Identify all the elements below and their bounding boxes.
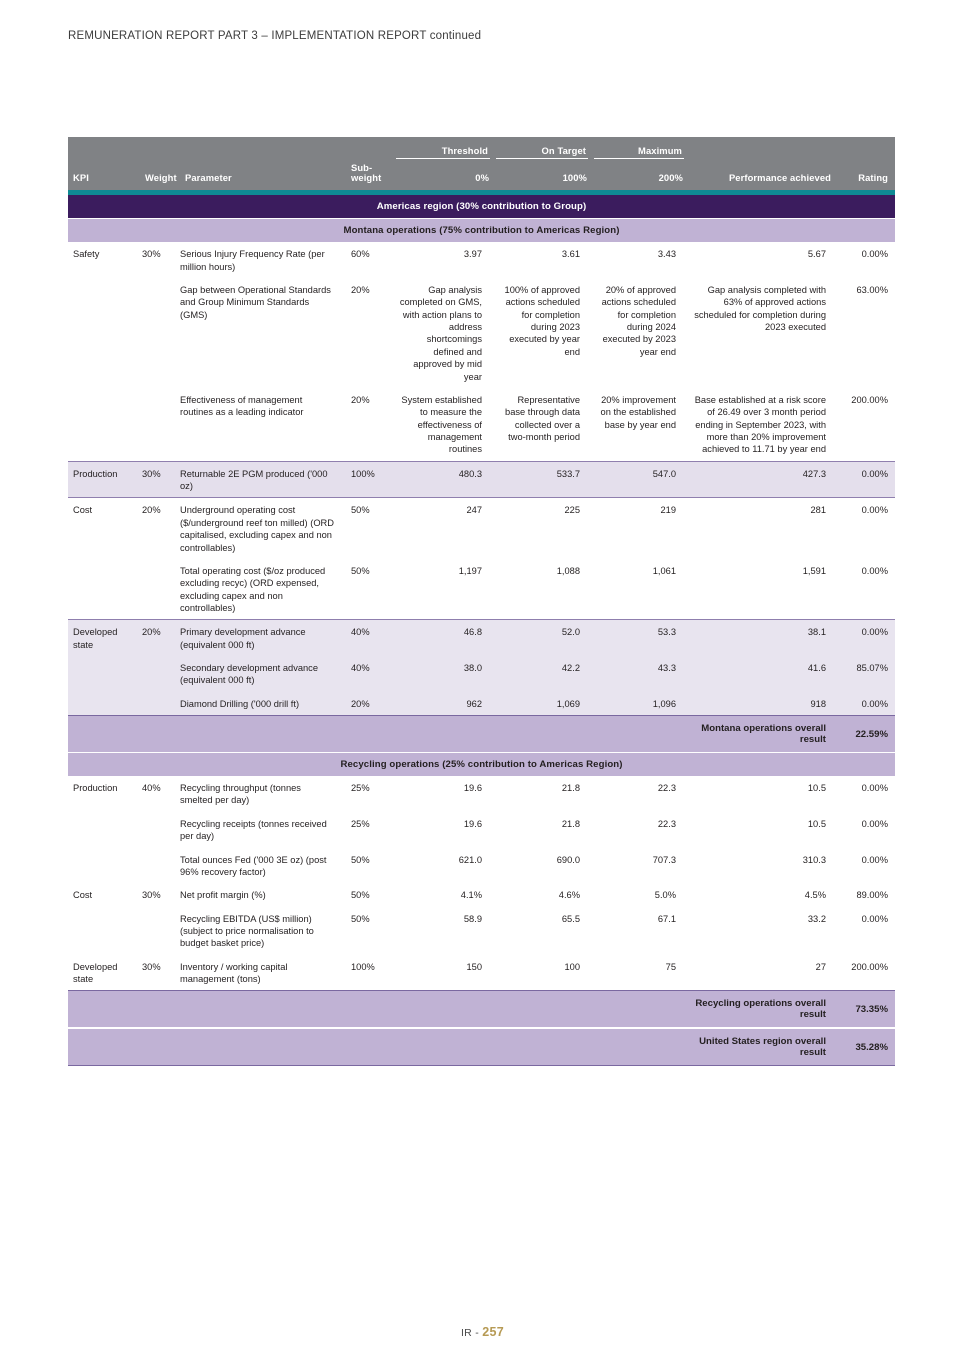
cell-performance-achieved: 918 [690,692,838,716]
column-header-sub-weight-line2: weight [351,172,382,184]
montana-result-label: Montana operations overall result [690,716,838,753]
cell-on-target: 4.6% [558,890,580,901]
cell-on-target: 1,088 [556,565,580,576]
cell-rating: 0.00% [861,783,888,794]
table-bottom-rule [68,1066,895,1067]
cell-threshold: 150 [466,961,482,972]
cell-performance-achieved: 4.5% [804,890,826,901]
page-running-header: REMUNERATION REPORT PART 3 – IMPLEMENTATION REPORT continued [68,30,482,42]
cell-threshold: 247 [396,498,496,559]
cell-sub-weight: 60% [351,249,370,260]
cell-threshold: 1,197 [458,565,482,576]
cell-sub-weight: 50% [351,913,370,924]
cell-maximum: 22.3 [657,818,676,829]
cell-maximum: 707.3 [652,854,676,865]
cell-kpi: Developed state [68,620,140,656]
column-header-kpi: KPI [68,161,140,190]
cell-rating: 0.00% [838,498,895,559]
column-header-performance-achieved: Performance achieved [690,161,838,190]
footer-page-number: 257 [482,1325,505,1339]
cell-weight: 20% [140,620,180,656]
cell-kpi [68,656,140,692]
cell-parameter: Net profit margin (%) [180,890,266,901]
cell-rating: 63.00% [856,285,888,296]
cell-parameter: Recycling throughput (tonnes smelted per day) [180,783,301,806]
table-row [68,907,895,955]
montana-rows-body [68,242,895,715]
cell-threshold: 4.1% [460,890,482,901]
table-header-column-row [68,161,895,190]
table-row [68,242,895,278]
cell-rating: 0.00% [838,692,895,716]
cell-performance-achieved: 10.5 [807,818,826,829]
kpi-performance-table [68,137,895,1066]
cell-maximum: 20% improvement on the established base by year end [600,394,676,430]
cell-maximum: 219 [594,498,690,559]
cell-weight [140,907,180,955]
column-header-on-target-pct: 100% [496,161,594,190]
page-footer [0,1325,965,1339]
cell-on-target: 225 [496,498,594,559]
header-group-threshold: Threshold [396,137,496,161]
header-group-maximum: Maximum [594,137,690,161]
table-row [68,812,895,848]
cell-kpi [68,812,140,848]
cell-rating: 0.00% [861,913,888,924]
table-header [68,137,895,195]
cell-on-target: 533.7 [496,461,594,498]
cell-sub-weight: 50% [351,854,370,865]
cell-performance-achieved: 41.6 [690,656,838,692]
band-recycling-operations-label: Recycling operations (25% contribution to Americas Region) [68,753,895,777]
header-spacer-subweight [348,137,396,161]
header-spacer-performance [690,137,838,161]
cell-threshold: Gap analysis completed on GMS, with action plans to address shortcomings defined and approved by mid year [399,285,482,382]
cell-on-target: Representative base through data collected over a two-month period [505,394,580,442]
table-row [68,461,895,498]
cell-kpi: Cost [68,498,140,559]
cell-maximum: 1,096 [594,692,690,716]
cell-threshold: 19.6 [463,818,482,829]
cell-performance-achieved: 10.5 [807,783,826,794]
column-header-maximum-pct: 200% [594,161,690,190]
row-us-region-overall-result [68,1028,895,1066]
cell-threshold: 46.8 [396,620,496,656]
cell-on-target: 100 [564,961,580,972]
cell-performance-achieved: 1,591 [802,565,826,576]
recycling-result-blank [68,991,690,1029]
cell-on-target: 3.61 [561,249,580,260]
cell-rating: 0.00% [838,461,895,498]
cell-weight [140,388,180,461]
montana-result-body [68,716,895,777]
table-row [68,848,895,884]
header-spacer-weight [140,137,180,161]
cell-maximum: 547.0 [594,461,690,498]
cell-on-target: 690.0 [556,854,580,865]
cell-sub-weight: 50% [351,565,370,576]
cell-performance-achieved: 310.3 [802,854,826,865]
cell-weight [140,559,180,620]
table-row [68,498,895,559]
table-row [68,620,895,656]
montana-result-value: 22.59% [838,716,895,753]
table-row [68,388,895,461]
cell-sub-weight: 100% [348,461,396,498]
cell-parameter: Diamond Drilling ('000 drill ft) [180,692,348,716]
cell-sub-weight: 25% [351,783,370,794]
table-row [68,955,895,991]
cell-kpi [68,907,140,955]
cell-kpi: Production [73,783,118,794]
cell-parameter: Total operating cost ($/oz produced excluding recyc) (ORD expensed, excluding capex and non controllables) [180,565,326,613]
cell-kpi: Safety [73,249,100,260]
cell-on-target: 1,069 [496,692,594,716]
cell-rating: 0.00% [861,249,888,260]
cell-threshold: System established to measure the effectiveness of management routines [401,394,482,455]
table-row [68,776,895,812]
us-result-value: 35.28% [838,1028,895,1066]
cell-weight: 30% [142,890,161,901]
cell-parameter: Underground operating cost ($/underground reef ton milled) (ORD capitalised, excluding capex and non controllables) [180,498,348,559]
cell-weight [140,812,180,848]
cell-threshold: 58.9 [463,913,482,924]
cell-maximum: 75 [665,961,676,972]
cell-on-target: 42.2 [496,656,594,692]
cell-sub-weight: 20% [348,692,396,716]
cell-threshold: 480.3 [396,461,496,498]
band-americas-region-label: Americas region (30% contribution to Group) [68,195,895,219]
band-recycling-operations [68,753,895,777]
cell-on-target: 100% of approved actions scheduled for completion during 2023 executed by year end [504,285,580,357]
cell-sub-weight: 20% [351,394,370,405]
cell-weight: 30% [142,249,161,260]
column-header-parameter: Parameter [180,161,348,190]
cell-kpi: Production [68,461,140,498]
column-header-sub-weight-line1: Sub- [351,162,373,173]
cell-weight: 30% [142,961,161,972]
cell-threshold: 3.97 [463,249,482,260]
cell-maximum: 22.3 [657,783,676,794]
band-montana-operations-label: Montana operations (75% contribution to Americas Region) [68,219,895,243]
cell-parameter: Primary development advance (equivalent 000 ft) [180,620,348,656]
recycling-rows-body [68,776,895,991]
cell-weight: 30% [140,461,180,498]
cell-rating: 0.00% [861,854,888,865]
cell-weight [140,278,180,388]
cell-weight [140,848,180,884]
cell-sub-weight: 50% [348,498,396,559]
column-header-weight: Weight [140,161,180,190]
header-spacer-kpi [68,137,140,161]
cell-sub-weight: 100% [351,961,375,972]
band-montana-operations [68,219,895,243]
cell-parameter: Inventory / working capital management (tons) [180,961,288,985]
kpi-table-container [68,137,895,1066]
cell-rating: 200.00% [851,394,888,405]
table-body [68,195,895,242]
cell-kpi [68,559,140,620]
cell-threshold: 38.0 [396,656,496,692]
cell-sub-weight: 25% [351,818,370,829]
cell-performance-achieved: 281 [690,498,838,559]
column-header-rating: Rating [838,161,895,190]
summary-results-body [68,991,895,1067]
cell-kpi: Cost [73,890,93,901]
cell-weight [140,656,180,692]
header-spacer-parameter [180,137,348,161]
cell-threshold: 621.0 [458,854,482,865]
cell-kpi [68,278,140,388]
cell-parameter: Secondary development advance (equivalent 000 ft) [180,656,348,692]
cell-performance-achieved: Gap analysis completed with 63% of approved actions scheduled for completion during 2023 executed [694,285,826,333]
cell-parameter: Serious Injury Frequency Rate (per million hours) [180,249,325,272]
cell-maximum: 5.0% [654,890,676,901]
row-recycling-overall-result [68,991,895,1029]
table-row [68,692,895,716]
table-row [68,559,895,620]
cell-parameter: Effectiveness of management routines as a leading indicator [180,394,304,418]
band-americas-region [68,195,895,219]
recycling-result-label: Recycling operations overall result [690,991,838,1029]
cell-parameter: Recycling receipts (tonnes received per day) [180,818,327,842]
cell-on-target: 65.5 [561,913,580,924]
row-montana-overall-result [68,716,895,753]
footer-prefix: IR - [460,1327,480,1339]
cell-kpi [68,692,140,716]
cell-weight: 20% [140,498,180,559]
column-header-sub-weight [348,161,396,190]
cell-on-target: 21.8 [561,818,580,829]
cell-sub-weight: 20% [351,285,370,296]
cell-rating: 89.00% [856,890,888,901]
cell-maximum: 20% of approved actions scheduled for completion during 2024 executed by 2023 year end [601,285,676,357]
cell-sub-weight: 50% [351,890,370,901]
cell-parameter: Total ounces Fed ('000 3E oz) (post 96% recovery factor) [180,854,327,877]
cell-maximum: 43.3 [594,656,690,692]
cell-maximum: 3.43 [657,249,676,260]
cell-weight: 40% [142,783,161,794]
cell-maximum: 67.1 [657,913,676,924]
header-group-on-target: On Target [496,137,594,161]
table-row [68,278,895,388]
cell-on-target: 52.0 [496,620,594,656]
cell-parameter: Returnable 2E PGM produced ('000 oz) [180,461,348,498]
cell-performance-achieved: 427.3 [690,461,838,498]
cell-performance-achieved: 5.67 [807,249,826,260]
cell-rating: 0.00% [861,818,888,829]
cell-sub-weight: 40% [348,656,396,692]
cell-weight [140,692,180,716]
cell-maximum: 53.3 [594,620,690,656]
cell-performance-achieved: 33.2 [807,913,826,924]
column-header-threshold-pct: 0% [396,161,496,190]
cell-rating: 85.07% [838,656,895,692]
cell-parameter: Gap between Operational Standards and Group Minimum Standards (GMS) [180,285,331,320]
cell-kpi [68,388,140,461]
cell-performance-achieved: Base established at a risk score of 26.49 over 3 month period ending in September 2023, with more than 20% improvement achieved to 11.71 by year end [694,394,826,455]
cell-rating: 200.00% [851,961,888,972]
cell-rating: 0.00% [861,565,888,576]
cell-threshold: 19.6 [463,783,482,794]
cell-parameter: Recycling EBITDA (US$ million) (subject to price normalisation to budget basket price) [180,913,314,949]
cell-maximum: 1,061 [652,565,676,576]
table-row [68,883,895,906]
montana-result-blank [68,716,690,753]
cell-threshold: 962 [396,692,496,716]
recycling-result-value: 73.35% [838,991,895,1029]
us-result-blank [68,1028,690,1066]
cell-performance-achieved: 38.1 [690,620,838,656]
cell-rating: 0.00% [838,620,895,656]
table-header-group-row [68,137,895,161]
header-spacer-rating [838,137,895,161]
cell-performance-achieved: 27 [815,961,826,972]
us-result-label: United States region overall result [690,1028,838,1066]
cell-kpi [68,848,140,884]
table-row [68,656,895,692]
cell-on-target: 21.8 [561,783,580,794]
cell-kpi: Developed state [73,961,118,985]
cell-sub-weight: 40% [348,620,396,656]
